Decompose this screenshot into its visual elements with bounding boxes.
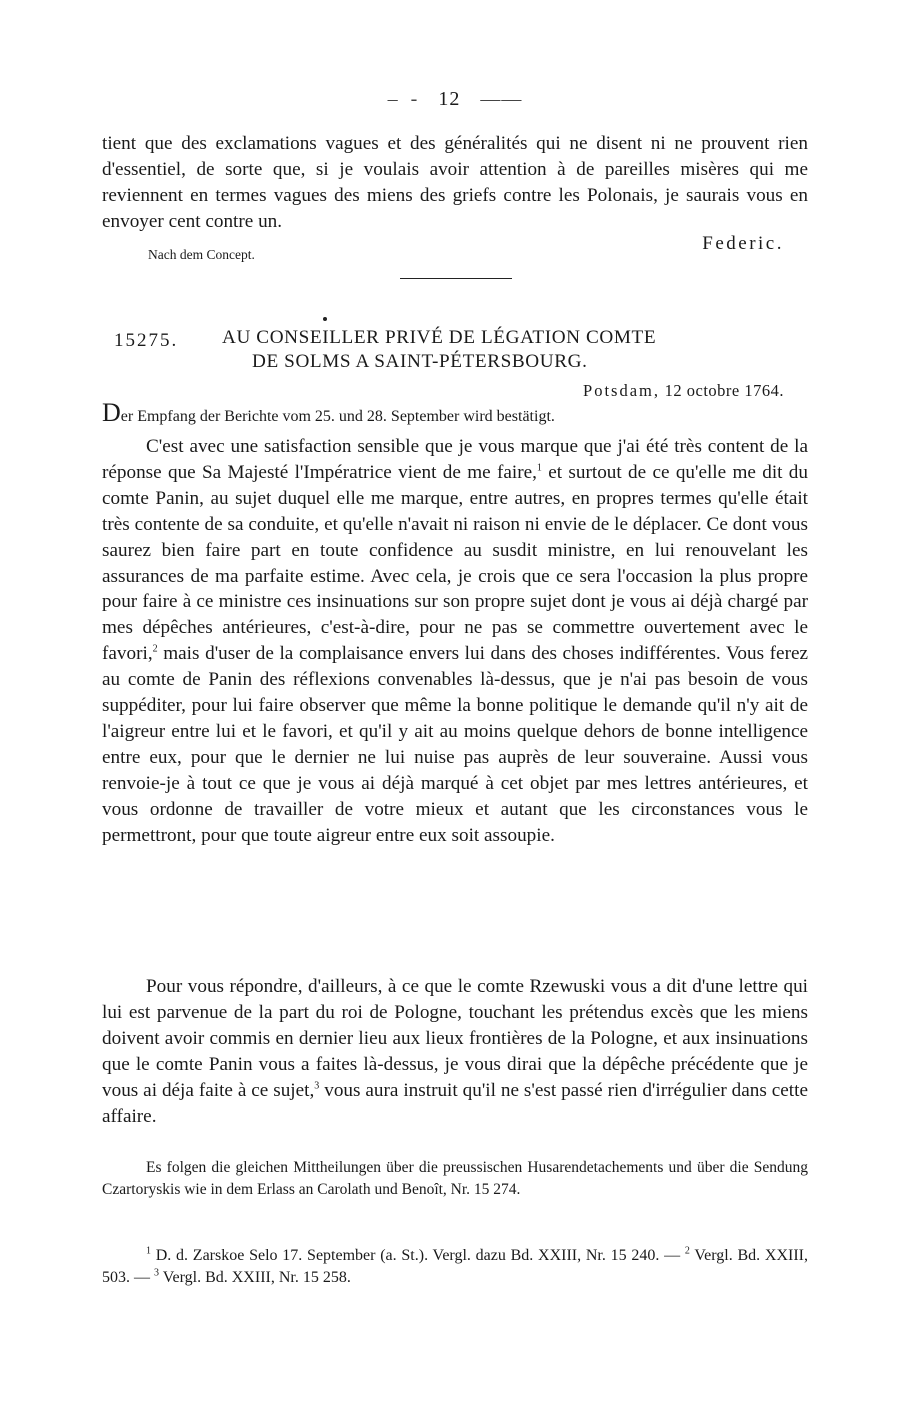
header-dash-right: —— xyxy=(480,88,523,110)
footnote-mark-2: 2 xyxy=(684,1245,690,1257)
footnote-ref-1: 1 xyxy=(536,462,542,474)
paragraph-1-part-a: C'est avec une satisfaction sensible que je vous marque que j'ai été très content de la réponse que Sa Majesté l'Impératrice vient de me faire, xyxy=(102,436,808,483)
header-dash-left: – - xyxy=(387,88,419,110)
continuation-text: tient que des exclamations vagues et des généralités qui ne disent ni ne prouvent rien d'essentiel, de sorte que, si je voulais avoir attention à de pareilles misères qui me reviennent en termes vagues des miens des griefs contre les Polonais, je saurais vous en envoyer cent contre un. xyxy=(102,133,808,232)
source-note: Nach dem Concept. xyxy=(148,247,255,262)
footnote-1-text: D. d. Zarskoe Selo 17. September (a. St.). Vergl. dazu Bd. XXIII, Nr. 15 240. — xyxy=(151,1247,685,1264)
paragraph-2-part-b: vous aura instruit qu'il ne s'est passé rien d'irrégulier dans cette affaire. xyxy=(102,1079,808,1127)
footnote-ref-3: 3 xyxy=(314,1080,320,1092)
footnotes xyxy=(102,1245,808,1289)
summary-initial: D xyxy=(102,398,121,427)
signature: Federic. xyxy=(702,233,784,254)
footnote-3-text: Vergl. Bd. XXIII, Nr. 15 258. xyxy=(159,1269,351,1286)
footnote-mark-3: 3 xyxy=(154,1267,159,1279)
section-divider xyxy=(400,278,512,279)
page-header xyxy=(102,88,808,111)
letter-paragraph-1 xyxy=(102,434,808,849)
place-date xyxy=(583,381,784,401)
editor-note-text: Es folgen die gleichen Mittheilungen über die preussischen Husarendetachements und über die Sendung Czartoryskis wie in dem Erlass an Carolath und Benoît, Nr. 15 274. xyxy=(102,1159,808,1198)
paragraph-2-part-a: Pour vous répondre, d'ailleurs, à ce que le comte Rzewuski vous a dit d'une lettre qui lui est parvenue de la part du roi de Pologne, touchant les prétendus excès que les miens doivent avoir commis en dernier lieu aux lieux frontières de la Pologne, et aux insinuations que le comte Panin vous a faites là-dessus, je vous dirai que la dépêche précédente que je vous ai déja faite à ce sujet, xyxy=(102,976,808,1101)
paragraph-1-part-b: et surtout de ce qu'elle me dit du comte Panin, au sujet duquel elle me marque, entre autres, en propres termes qu'elle était très contente de sa conduite, et qu'elle n'avait ni raison ni envie de le déplacer. Ce dont vous saurez bien faire part en toute confidence au susdit ministre, en lui renouvelant les assurances de ma parfaite estime. Avec cela, je crois que ce sera l'occasion la plus propre pour faire à ce ministre ces insinuations sur son propre sujet dont je vous ai déjà chargé par mes dépêches antérieures, c'est-à-dire, pour ne pas se commettre ouvertement avec le favori, xyxy=(102,461,808,665)
page-number: 12 xyxy=(438,88,461,110)
document-number: 15275. xyxy=(114,330,179,351)
summary-text: er Empfang der Berichte vom 25. und 28. September wird bestätigt. xyxy=(120,408,555,425)
continuation-paragraph xyxy=(102,131,808,235)
footnote-mark-1: 1 xyxy=(146,1245,151,1257)
letter-paragraph-2 xyxy=(102,974,808,1129)
editor-note xyxy=(102,1157,808,1200)
document-summary xyxy=(102,398,808,427)
document-title-line-2: DE SOLMS A SAINT-PÉTERSBOURG. xyxy=(252,351,588,372)
footnote-2-text: Vergl. Bd. XXIII, 503. — xyxy=(102,1247,809,1286)
document-date: 12 octobre 1764. xyxy=(664,381,784,400)
document-title-line-1: AU CONSEILLER PRIVÉ DE LÉGATION COMTE xyxy=(222,327,657,348)
document-place: Potsdam, xyxy=(583,381,661,400)
print-mark xyxy=(323,317,327,321)
paragraph-1-part-c: mais d'user de la complaisance envers lui dans des choses indifférentes. Vous ferez au comte de Panin des réflexions convenables là-dessus, que je n'ai pas besoin de vous suppéditer, pour lui faire observer que même la bonne politique le demande qu'il n'y ait de l'aigreur entre lui et le favori, et qu'il y ait au moins quelque dehors de bonne intelligence entre eux, pour que le dernier ne lui nuise pas auprès de leur souveraine. Aussi vous renvoie-je à tout ce que je vous ai déjà marqué à cet objet par mes lettres antérieures, et vous ordonne de travailler de votre mieux et autant que les circonstances vous le permettront, pour que toute aigreur entre eux soit assoupie. xyxy=(102,643,808,846)
footnote-ref-2: 2 xyxy=(152,643,158,655)
